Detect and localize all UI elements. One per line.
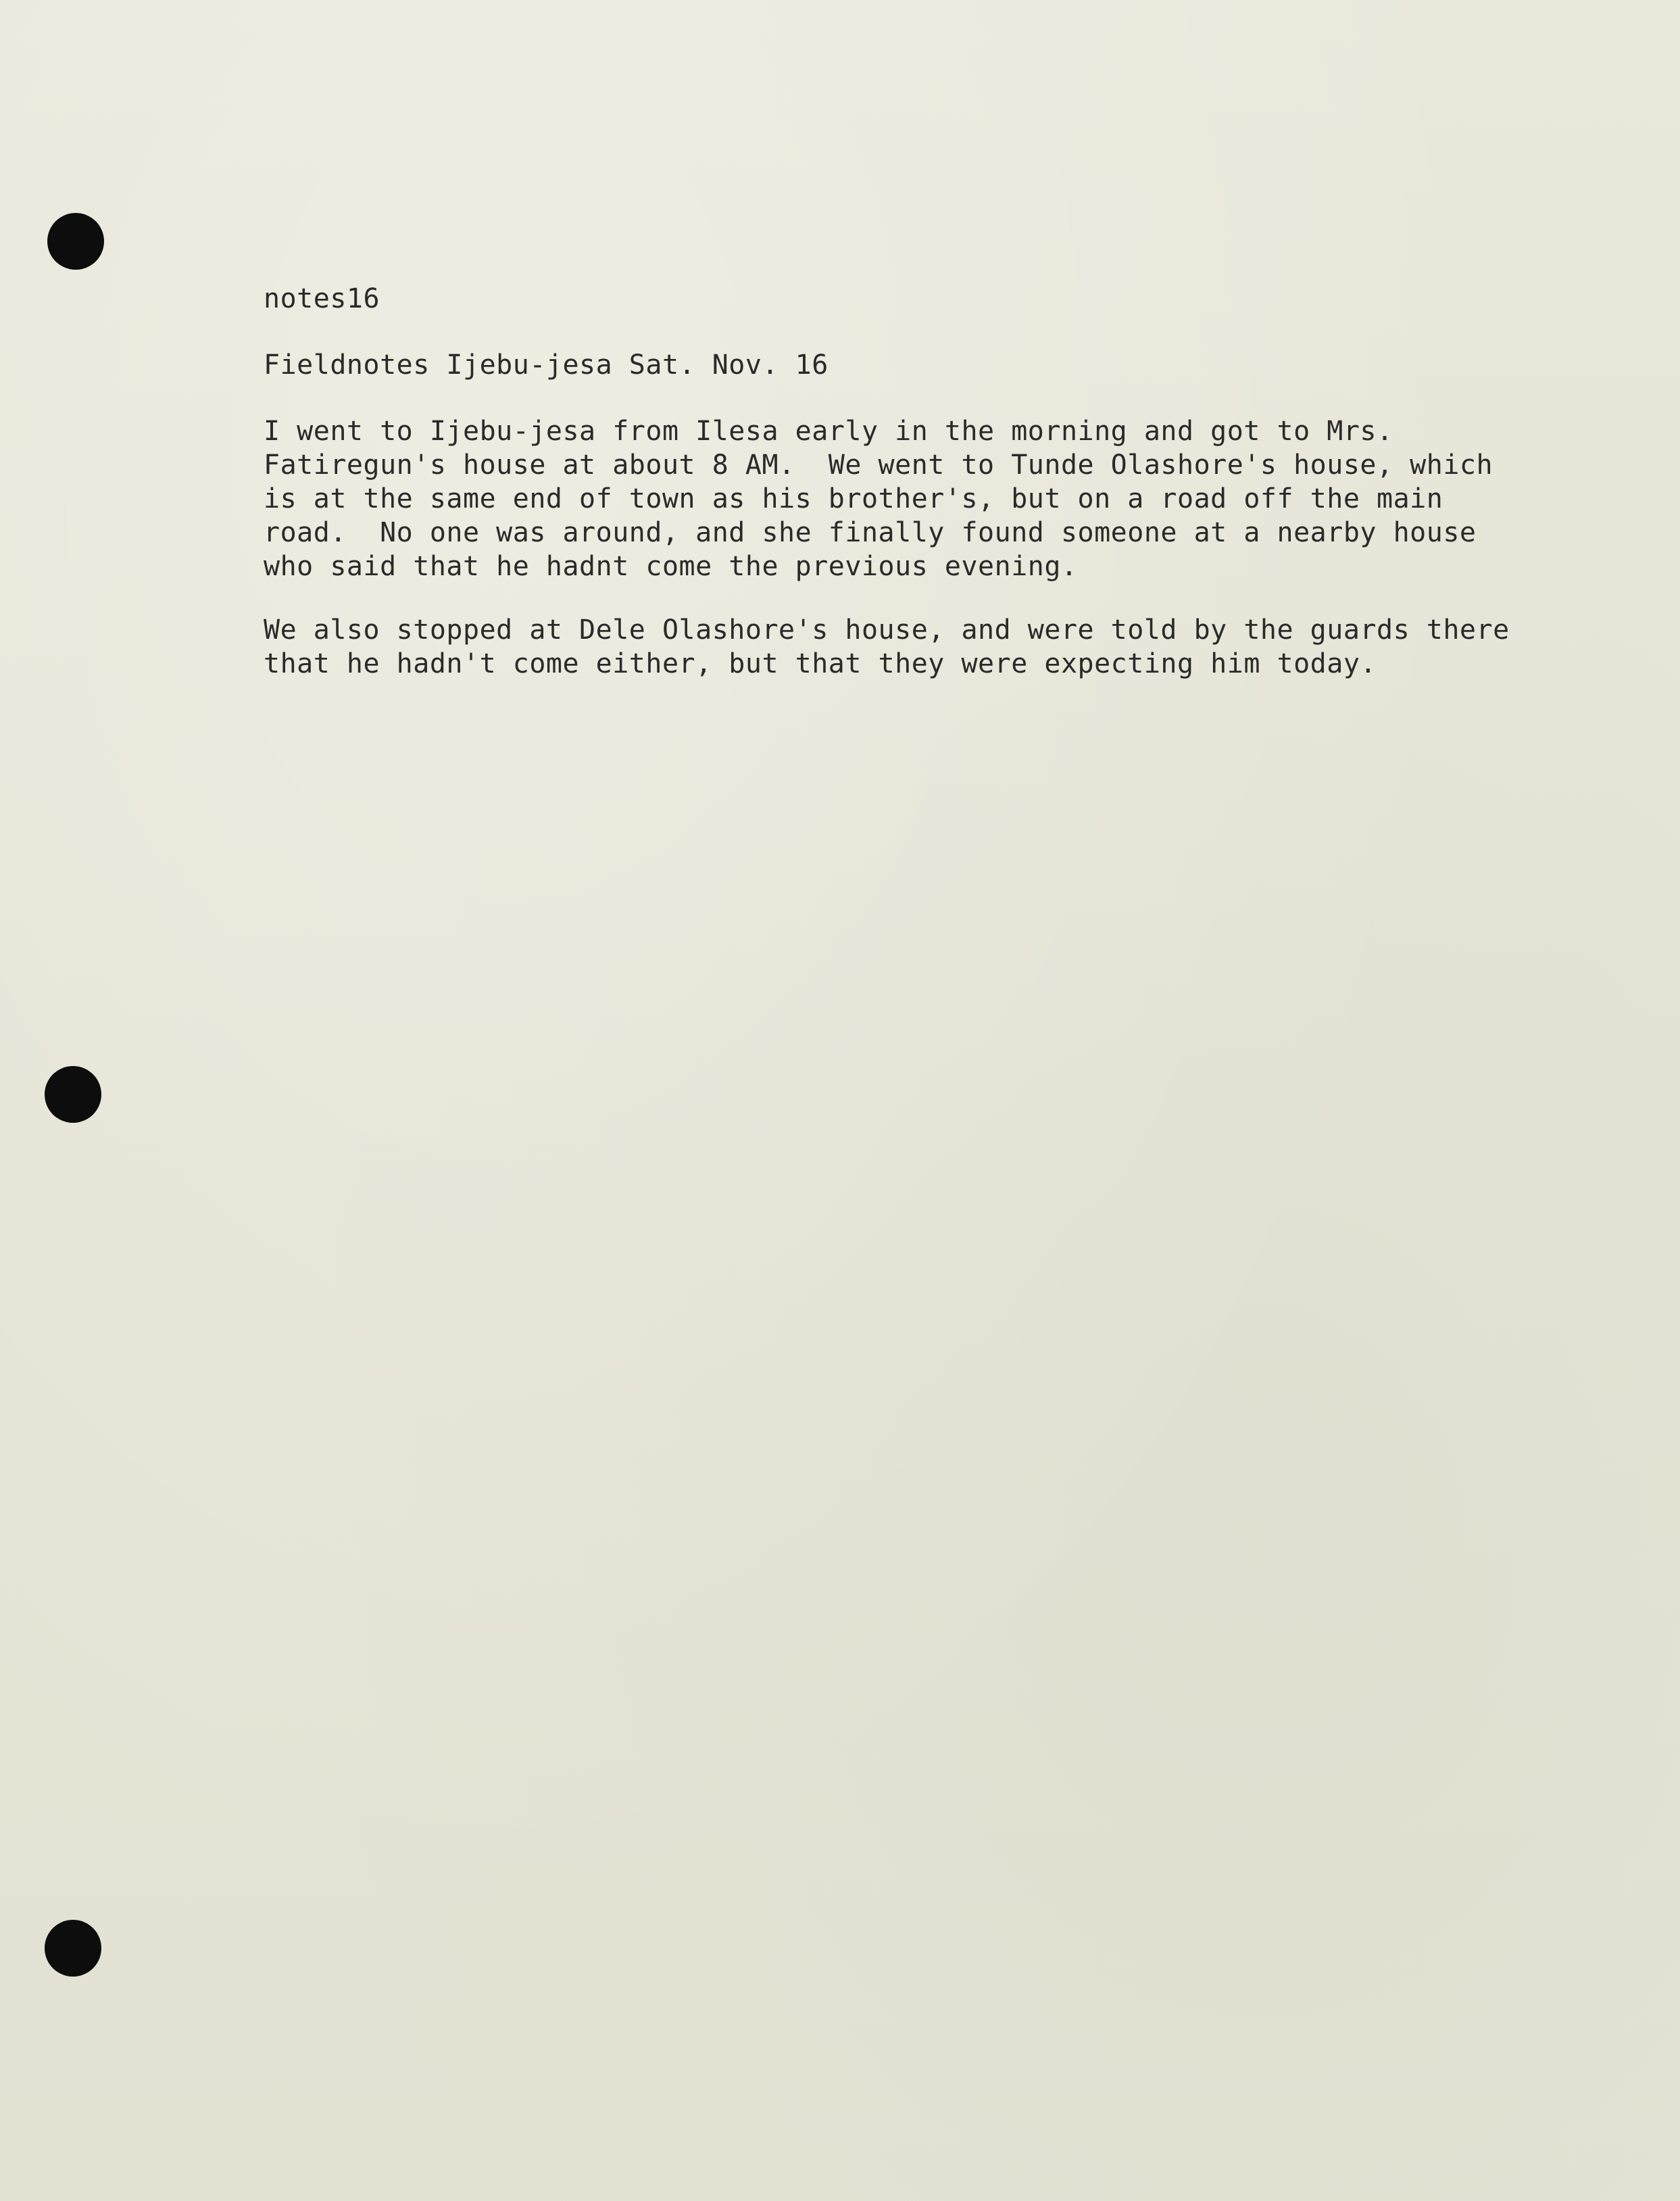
paragraph-1: I went to Ijebu-jesa from Ilesa early in the morning and got to Mrs. Fatiregun's house at about 8 AM. We went to Tunde Olashore's house, which is at the same end of town as his brother's, but on a road off the main road. No one was around, and she finally found someone at a nearby house who said that he hadnt come the previous evening. [264, 416, 1493, 582]
punch-hole-bottom [45, 1920, 101, 1977]
punch-hole-top [47, 213, 104, 270]
punch-hole-middle [45, 1066, 101, 1123]
document-id: notes16 [264, 283, 380, 314]
document-heading: Fieldnotes Ijebu-jesa Sat. Nov. 16 [264, 349, 829, 381]
paragraph-2: We also stopped at Dele Olashore's house, and were told by the guards there that he hadn't come either, but that they were expecting him today. [264, 614, 1510, 679]
